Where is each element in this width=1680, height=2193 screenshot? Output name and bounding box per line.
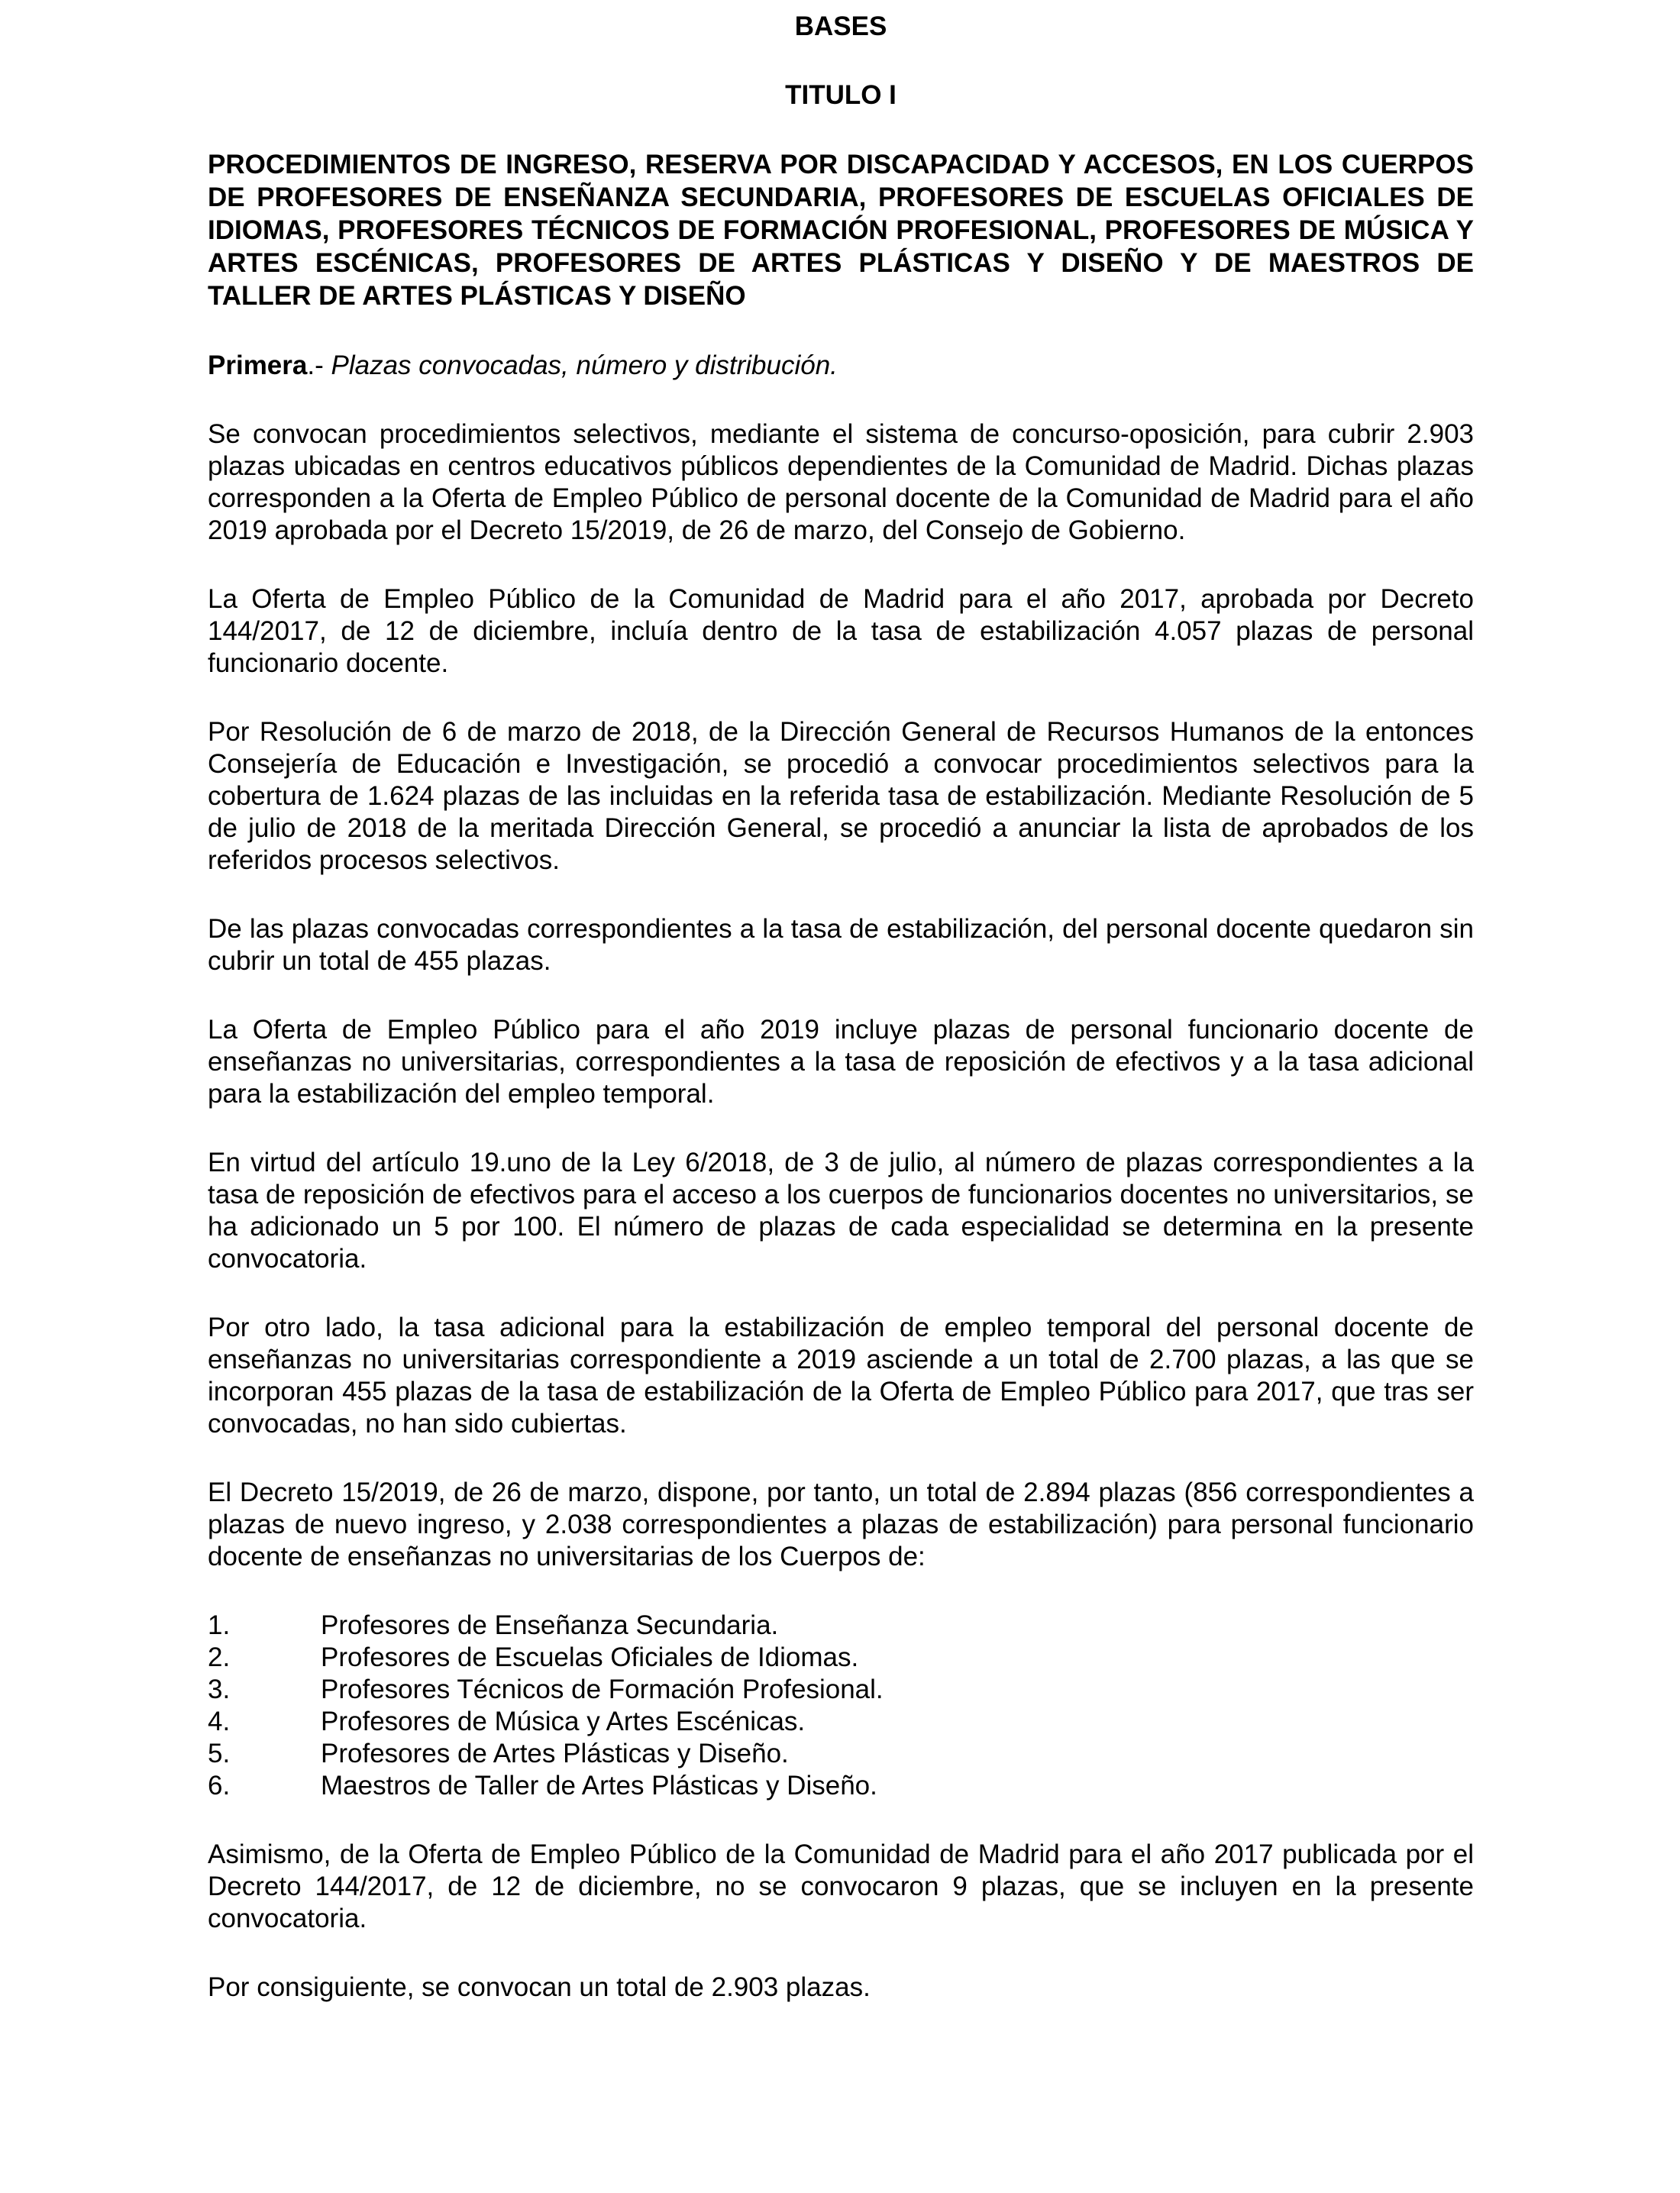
list-item — [208, 1738, 1474, 1770]
list-item-number: 2. — [208, 1642, 231, 1672]
list-item-text: Profesores de Escuelas Oficiales de Idiomas. — [321, 1642, 859, 1672]
body-paragraph: El Decreto 15/2019, de 26 de marzo, dispone, por tanto, un total de 2.894 plazas (856 correspondientes a plazas de nuevo ingreso, y 2.038 correspondientes a plazas de estabilización) para personal funcionario docente de enseñanzas no universitarias de los Cuerpos de: — [208, 1478, 1474, 1571]
cuerpos-list — [208, 1610, 1474, 1802]
body-paragraph: Por otro lado, la tasa adicional para la estabilización de empleo temporal del personal docente de enseñanzas no universitarias correspondiente a 2019 asciende a un total de 2.700 plazas, a las que se incorporan 455 plazas de la tasa de estabilización de la Oferta de Empleo Público para 2017, que tras ser convocadas, no han sido cubiertas. — [208, 1313, 1474, 1439]
list-item-text: Profesores de Artes Plásticas y Diseño. — [321, 1739, 789, 1768]
section-title: Plazas convocadas, número y distribución. — [331, 350, 838, 380]
list-item-text: Profesores de Enseñanza Secundaria. — [321, 1610, 779, 1640]
list-item — [208, 1642, 1474, 1674]
body-paragraph: Por Resolución de 6 de marzo de 2018, de la Dirección General de Recursos Humanos de la entonces Consejería de Educación e Investigación, se procedió a convocar procedimientos selectivos para la cobertura de 1.624 plazas de las incluidas en la referida tasa de estabilización. Mediante Resolución de 5 de julio de 2018 de la meritada Dirección General, se procedió a anunciar la lista de aprobados de los referidos procesos selectivos. — [208, 717, 1474, 875]
list-item-number: 5. — [208, 1739, 231, 1768]
body-paragraph: La Oferta de Empleo Público para el año 2019 incluye plazas de personal funcionario docente de enseñanzas no universitarias, correspondientes a la tasa de reposición de efectivos y a la tasa adicional para la estabilización del empleo temporal. — [208, 1015, 1474, 1109]
list-item-number: 1. — [208, 1610, 231, 1640]
list-item — [208, 1610, 1474, 1642]
body-paragraph: Por consiguiente, se convocan un total de 2.903 plazas. — [208, 1972, 871, 2002]
body-paragraph: La Oferta de Empleo Público de la Comunidad de Madrid para el año 2017, aprobada por Decreto 144/2017, de 12 de diciembre, incluía dentro de la tasa de estabilización 4.057 plazas de personal funcionario docente. — [208, 584, 1474, 678]
body-paragraph: De las plazas convocadas correspondientes a la tasa de estabilización, del personal docente quedaron sin cubrir un total de 455 plazas. — [208, 914, 1474, 976]
list-item — [208, 1674, 1474, 1706]
section-heading — [208, 350, 1474, 382]
list-item — [208, 1770, 1474, 1802]
section-label: Primera — [208, 350, 308, 380]
doc-subtitle: TITULO I — [785, 80, 897, 110]
section-separator: .- — [307, 350, 331, 380]
body-paragraph: Se convocan procedimientos selectivos, mediante el sistema de concurso-oposición, para cubrir 2.903 plazas ubicadas en centros educativos públicos dependientes de la Comunidad de Madrid. Dichas plazas corresponden a la Oferta de Empleo Público de personal docente de la Comunidad de Madrid para el año 2019 aprobada por el Decreto 15/2019, de 26 de marzo, del Consejo de Gobierno. — [208, 419, 1474, 545]
list-item-text: Profesores Técnicos de Formación Profesional. — [321, 1675, 884, 1704]
list-item-text: Maestros de Taller de Artes Plásticas y Diseño. — [321, 1771, 877, 1801]
heading-paragraph: PROCEDIMIENTOS DE INGRESO, RESERVA POR DISCAPACIDAD Y ACCESOS, EN LOS CUERPOS DE PROFESORES DE ENSEÑANZA SECUNDARIA, PROFESORES DE ESCUELAS OFICIALES DE IDIOMAS, PROFESORES TÉCNICOS DE FORMACIÓN PROFESIONAL, PROFESORES DE MÚSICA Y ARTES ESCÉNICAS, PROFESORES DE ARTES PLÁSTICAS Y DISEÑO Y DE MAESTROS DE TALLER DE ARTES PLÁSTICAS Y DISEÑO — [208, 150, 1474, 311]
list-item-number: 3. — [208, 1675, 231, 1704]
list-item-number: 4. — [208, 1707, 231, 1736]
doc-title: BASES — [794, 11, 887, 41]
body-paragraph: Asimismo, de la Oferta de Empleo Público de la Comunidad de Madrid para el año 2017 publicada por el Decreto 144/2017, de 12 de diciembre, no se convocaron 9 plazas, que se incluyen en la presente convocatoria. — [208, 1839, 1474, 1933]
list-item-number: 6. — [208, 1771, 231, 1801]
list-item-text: Profesores de Música y Artes Escénicas. — [321, 1707, 806, 1736]
body-paragraph: En virtud del artículo 19.uno de la Ley 6/2018, de 3 de julio, al número de plazas correspondientes a la tasa de reposición de efectivos para el acceso a los cuerpos de funcionarios docentes no universitarios, se ha adicionado un 5 por 100. El número de plazas de cada especialidad se determina en la presente convocatoria. — [208, 1148, 1474, 1274]
list-item — [208, 1706, 1474, 1738]
